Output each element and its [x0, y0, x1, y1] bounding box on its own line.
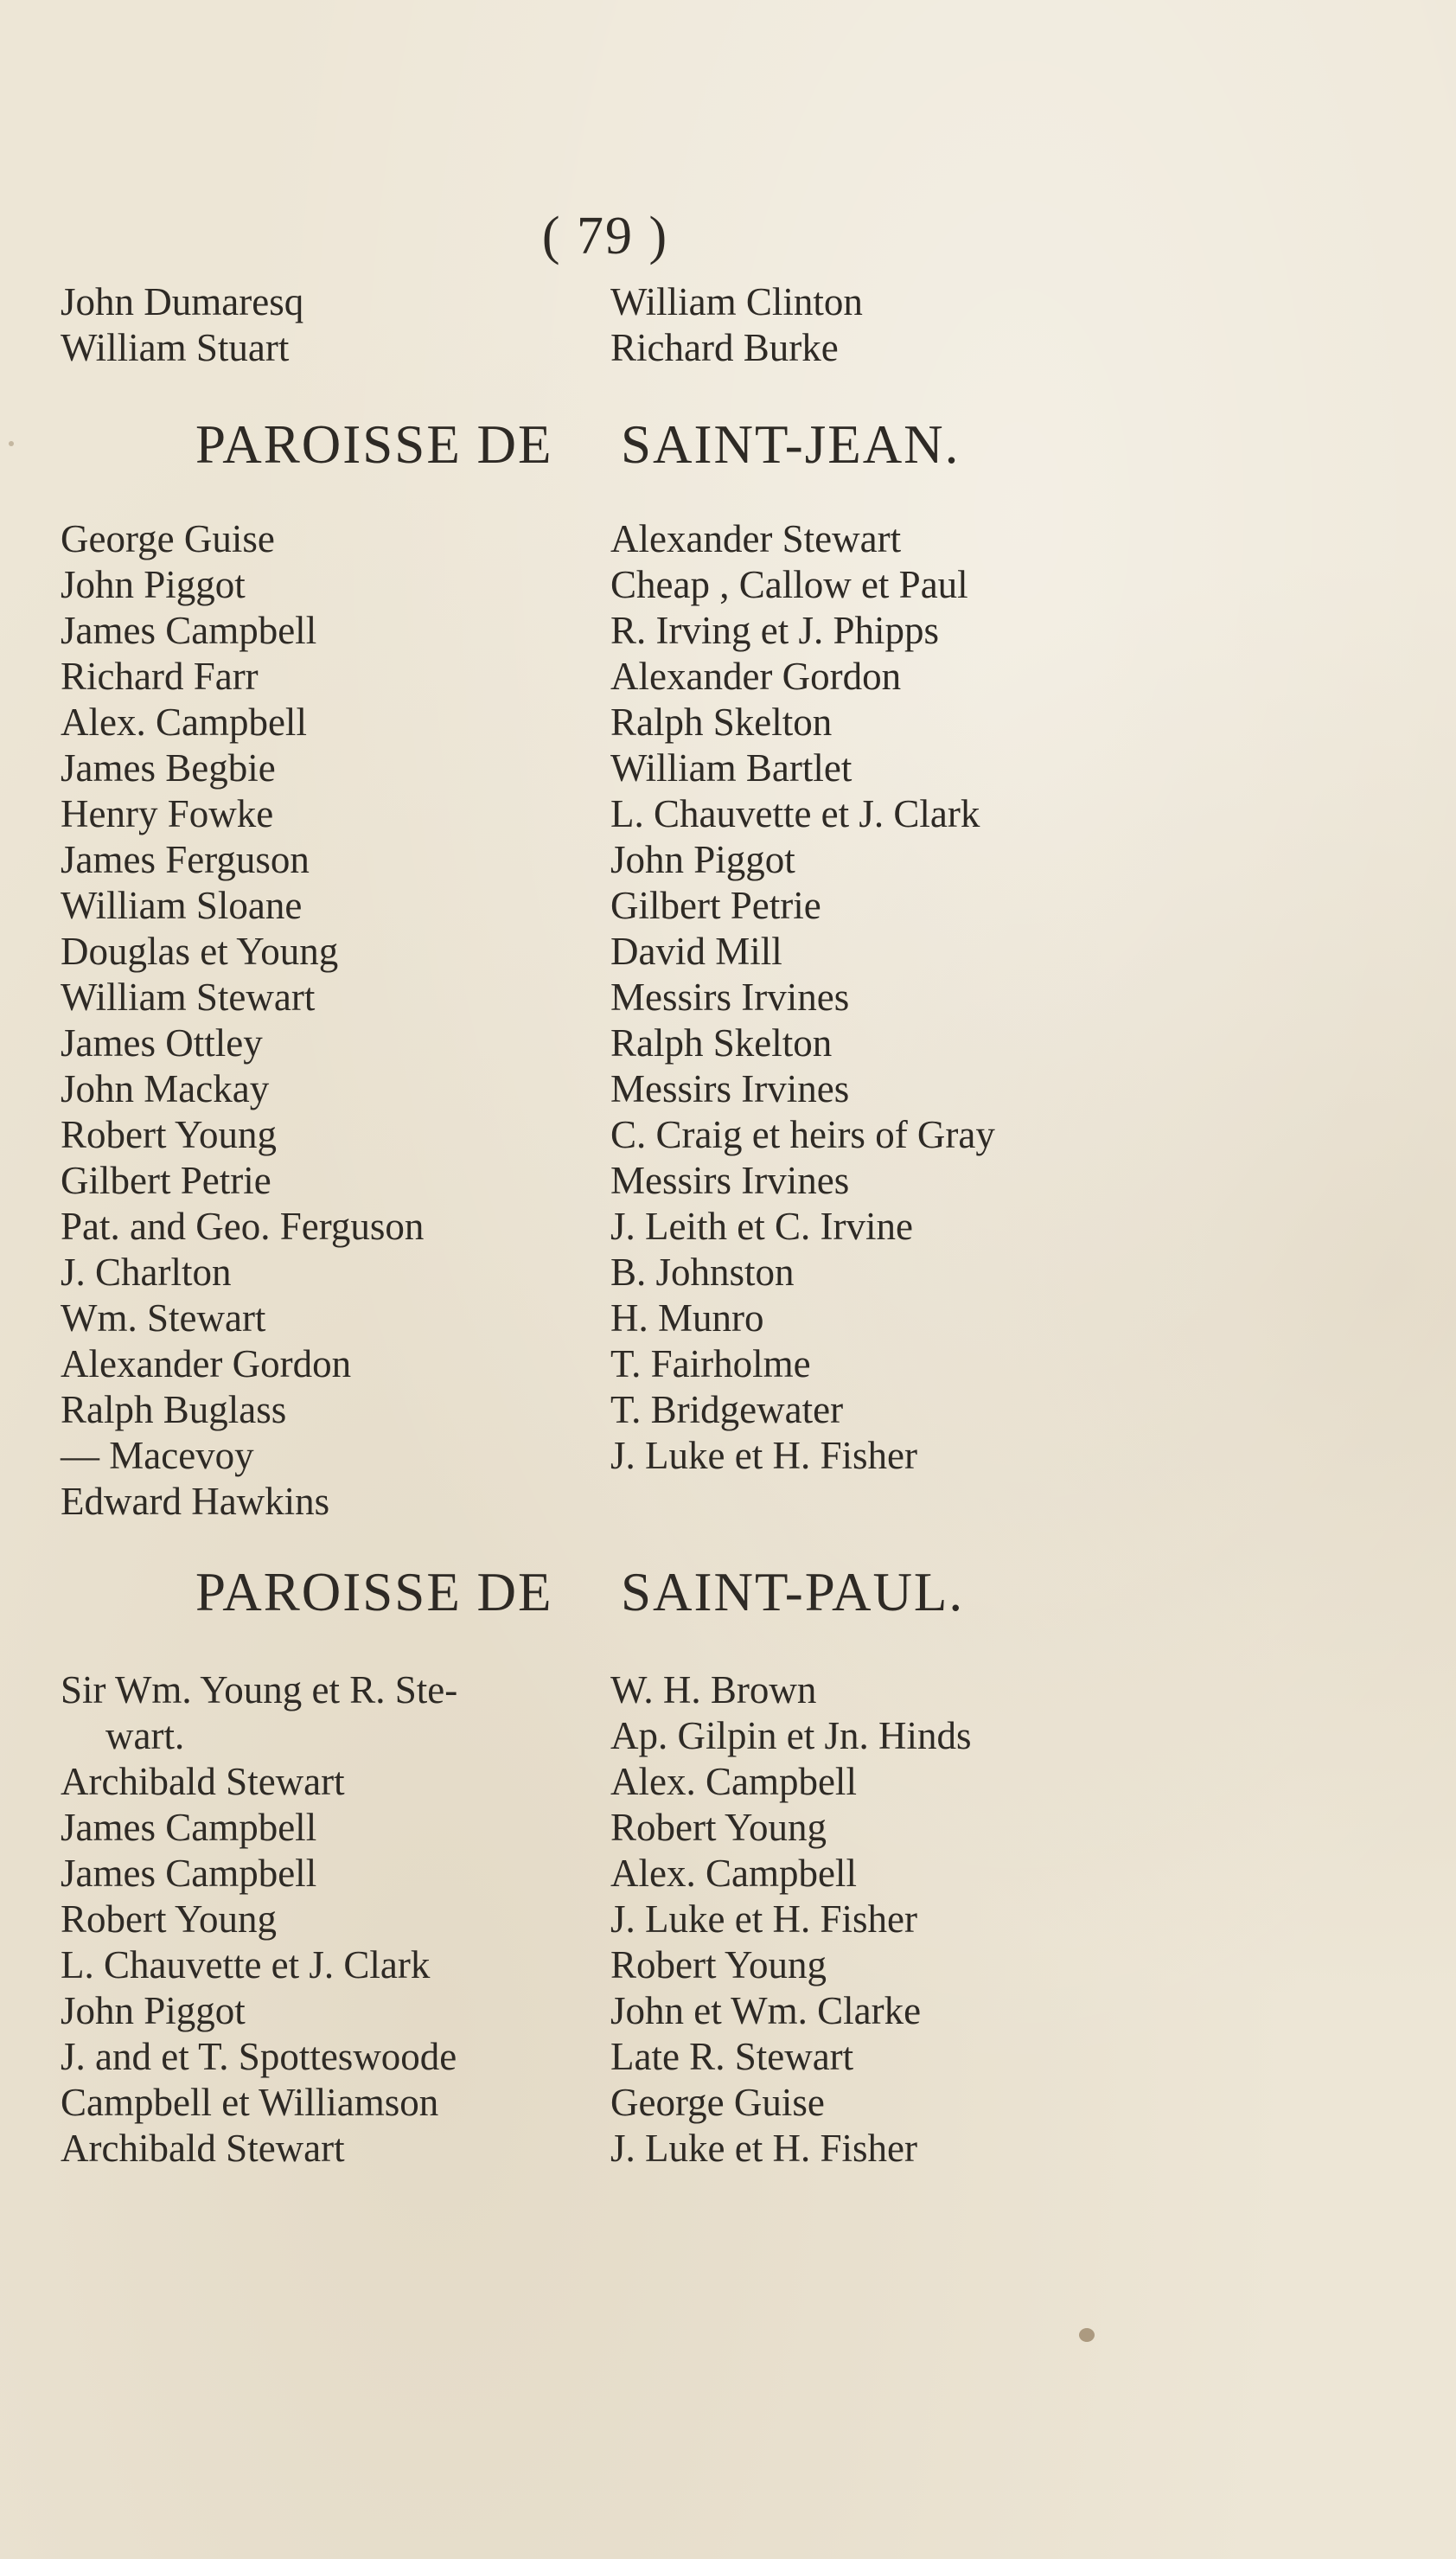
name-entry: Henry Fowke	[61, 792, 274, 835]
saint-paul-left-column	[61, 1667, 457, 2172]
name-entry: Messirs Irvines	[610, 1159, 850, 1202]
heading-left-part: PAROISSE DE	[195, 1562, 553, 1622]
name-entry: James Begbie	[61, 746, 276, 790]
name-entry: J. and et T. Spotteswoode	[61, 2035, 457, 2078]
name-entry-continuation: wart.	[105, 1714, 185, 1757]
name-entry: James Ferguson	[61, 838, 310, 881]
name-entry: Ap. Gilpin et Jn. Hinds	[610, 1714, 972, 1757]
name-entry: Alex. Campbell	[61, 701, 307, 744]
top-right-column	[610, 279, 863, 371]
name-entry: B. Johnston	[610, 1251, 795, 1294]
name-entry: John Piggot	[61, 563, 246, 606]
name-entry: Messirs Irvines	[610, 976, 850, 1019]
name-entry: J. Charlton	[61, 1251, 232, 1294]
name-entry: Robert Young	[610, 1806, 827, 1849]
name-entry: Edward Hawkins	[61, 1480, 330, 1523]
name-entry: Richard Burke	[610, 326, 839, 369]
name-entry: James Campbell	[61, 1852, 317, 1895]
paper-stain	[1079, 2328, 1095, 2342]
saint-paul-right-column	[610, 1667, 972, 2172]
name-entry: Robert Young	[610, 1943, 827, 1986]
name-entry: Ralph Skelton	[610, 1021, 833, 1065]
name-entry: George Guise	[610, 2081, 825, 2124]
name-entry: L. Chauvette et J. Clark	[610, 792, 980, 835]
name-entry: Cheap , Callow et Paul	[610, 563, 968, 606]
name-entry: Ralph Skelton	[610, 701, 833, 744]
name-entry: Douglas et Young	[61, 930, 339, 973]
name-entry: Alexander Gordon	[61, 1342, 352, 1385]
name-entry: Sir Wm. Young et R. Ste-	[61, 1668, 458, 1711]
name-entry: John Dumaresq	[61, 280, 304, 323]
page-number: ( 79 )	[541, 207, 669, 265]
name-entry: James Ottley	[61, 1021, 263, 1065]
name-entry: R. Irving et J. Phipps	[610, 609, 940, 652]
name-entry: Gilbert Petrie	[61, 1159, 271, 1202]
name-entry: T. Bridgewater	[610, 1388, 844, 1431]
name-entry: Alex. Campbell	[610, 1760, 857, 1803]
name-entry: C. Craig et heirs of Gray	[610, 1113, 995, 1156]
name-entry: Alexander Stewart	[610, 517, 902, 560]
name-entry: William Clinton	[610, 280, 863, 323]
name-entry: Wm. Stewart	[61, 1296, 266, 1340]
name-entry: Gilbert Petrie	[610, 884, 821, 927]
name-entry: Alexander Gordon	[610, 655, 902, 698]
name-entry: John Mackay	[61, 1067, 270, 1110]
name-entry: Alex. Campbell	[610, 1852, 857, 1895]
name-entry: John Piggot	[610, 838, 795, 881]
name-entry: — Macevoy	[61, 1434, 254, 1477]
name-entry: L. Chauvette et J. Clark	[61, 1943, 431, 1986]
name-entry: H. Munro	[610, 1296, 764, 1340]
name-entry: Robert Young	[61, 1897, 278, 1941]
name-entry: J. Luke et H. Fisher	[610, 1897, 917, 1941]
name-entry: David Mill	[610, 930, 782, 973]
name-entry: Archibald Stewart	[61, 1760, 345, 1803]
name-entry: Pat. and Geo. Ferguson	[61, 1205, 425, 1248]
name-entry: William Sloane	[61, 884, 303, 927]
name-entry: Richard Farr	[61, 655, 259, 698]
name-entry: Ralph Buglass	[61, 1388, 287, 1431]
name-entry: J. Luke et H. Fisher	[610, 2127, 917, 2170]
name-entry: W. H. Brown	[610, 1668, 817, 1711]
name-entry: William Stewart	[61, 976, 316, 1019]
name-entry: Messirs Irvines	[610, 1067, 850, 1110]
name-entry: James Campbell	[61, 609, 317, 652]
name-entry: T. Fairholme	[610, 1342, 811, 1385]
name-entry: John et Wm. Clarke	[610, 1989, 922, 2032]
top-left-column	[61, 279, 303, 371]
name-entry: J. Luke et H. Fisher	[610, 1434, 917, 1477]
name-entry: J. Leith et C. Irvine	[610, 1205, 913, 1248]
name-entry: William Bartlet	[610, 746, 853, 790]
paper-stain	[9, 441, 14, 446]
heading-left-part: PAROISSE DE	[195, 414, 553, 475]
heading-right-part: SAINT-PAUL.	[621, 1562, 965, 1622]
saint-jean-left-column	[61, 516, 424, 1525]
name-entry: James Campbell	[61, 1806, 317, 1849]
name-entry: William Stuart	[61, 326, 290, 369]
name-entry: Campbell et Williamson	[61, 2081, 439, 2124]
name-entry: Robert Young	[61, 1113, 278, 1156]
name-entry: Late R. Stewart	[610, 2035, 854, 2078]
heading-right-part: SAINT-JEAN.	[621, 414, 961, 475]
name-entry: John Piggot	[61, 1989, 246, 2032]
name-entry: George Guise	[61, 517, 275, 560]
saint-jean-right-column	[610, 516, 995, 1479]
name-entry: Archibald Stewart	[61, 2127, 345, 2170]
